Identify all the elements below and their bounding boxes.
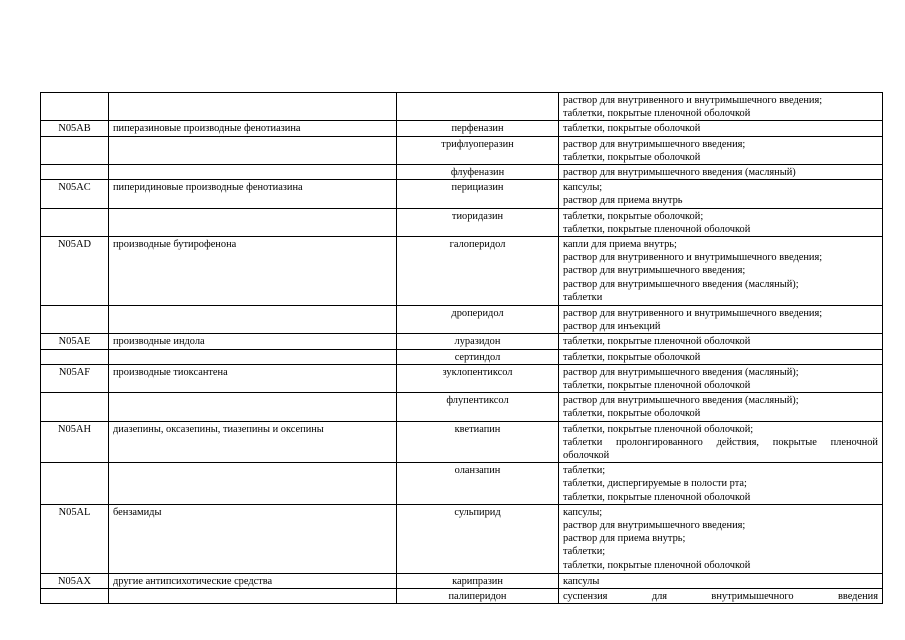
table-row bbox=[41, 180, 883, 208]
dosage-form-line: таблетки, покрытые оболочкой; bbox=[563, 210, 704, 222]
pharmacological-group-cell: производные бутирофенона bbox=[109, 237, 397, 306]
pharmacological-group-cell bbox=[109, 463, 397, 505]
atc-code-cell bbox=[41, 136, 109, 164]
drug-name-cell: палиперидон bbox=[397, 589, 559, 604]
table-row bbox=[41, 573, 883, 588]
table-row bbox=[41, 463, 883, 505]
dosage-form-cell bbox=[559, 421, 883, 463]
drug-name-cell: перфеназин bbox=[397, 121, 559, 136]
dosage-form-cell bbox=[559, 306, 883, 334]
drug-name-cell: оланзапин bbox=[397, 463, 559, 505]
pharmacological-group-cell bbox=[109, 589, 397, 604]
dosage-form-line: раствор для внутривенного и внутримышечного введения; bbox=[563, 95, 823, 106]
dosage-form-line: таблетки, покрытые пленочной оболочкой; bbox=[563, 423, 754, 435]
atc-code-cell: N05AF bbox=[41, 364, 109, 392]
dosage-form-cell bbox=[559, 237, 883, 306]
atc-code-cell: N05AC bbox=[41, 180, 109, 208]
dosage-form-line: раствор для внутримышечного введения (масляный); bbox=[563, 395, 799, 407]
dosage-form-line: раствор для внутривенного и внутримышечного введения; bbox=[563, 252, 823, 264]
table-row bbox=[41, 589, 883, 604]
dosage-form-line: раствор для внутримышечного введения (масляный); bbox=[563, 278, 799, 290]
pharmacological-group-cell: диазепины, оксазепины, тиазепины и оксепины bbox=[109, 421, 397, 463]
dosage-form-line: капсулы; bbox=[563, 182, 603, 194]
drug-name-cell bbox=[397, 93, 559, 121]
dosage-form-line: таблетки, покрытые пленочной оболочкой bbox=[563, 336, 751, 348]
drug-classification-table bbox=[40, 92, 883, 604]
dosage-form-line: раствор для внутримышечного введения (масляный); bbox=[563, 366, 799, 378]
pharmacological-group-cell: производные тиоксантена bbox=[109, 364, 397, 392]
drug-name-cell: флупентиксол bbox=[397, 393, 559, 421]
dosage-form-line: таблетки, покрытые оболочкой bbox=[563, 351, 701, 363]
dosage-form-line: суспензия для внутримышечного введения bbox=[563, 591, 878, 603]
drug-name-cell: луразидон bbox=[397, 334, 559, 349]
pharmacological-group-cell bbox=[109, 136, 397, 164]
table-row bbox=[41, 349, 883, 364]
dosage-form-line: таблетки, покрытые пленочной оболочкой bbox=[563, 491, 751, 503]
dosage-form-cell bbox=[559, 121, 883, 136]
atc-code-cell bbox=[41, 306, 109, 334]
pharmacological-group-cell: пиперазиновые производные фенотиазина bbox=[109, 121, 397, 136]
dosage-form-line: раствор для приема внутрь bbox=[563, 195, 683, 207]
table-body bbox=[41, 93, 883, 604]
dosage-form-line: капсулы; bbox=[563, 506, 603, 518]
dosage-form-cell bbox=[559, 180, 883, 208]
dosage-form-cell bbox=[559, 463, 883, 505]
atc-code-cell bbox=[41, 463, 109, 505]
dosage-form-line: раствор для внутривенного и внутримышечного введения; bbox=[563, 308, 823, 320]
table-row bbox=[41, 334, 883, 349]
atc-code-cell: N05AH bbox=[41, 421, 109, 463]
pharmacological-group-cell bbox=[109, 93, 397, 121]
atc-code-cell bbox=[41, 165, 109, 180]
table-row bbox=[41, 364, 883, 392]
dosage-form-line: таблетки пролонгированного действия, покрытые пленочной оболочкой bbox=[563, 436, 878, 462]
dosage-form-line: таблетки, диспергируемые в полости рта; bbox=[563, 478, 747, 490]
atc-code-cell bbox=[41, 589, 109, 604]
dosage-form-line: таблетки, покрытые оболочкой bbox=[563, 151, 701, 163]
table-row bbox=[41, 208, 883, 236]
atc-code-cell: N05AL bbox=[41, 504, 109, 573]
dosage-form-line: раствор для внутримышечного введения; bbox=[563, 138, 746, 150]
dosage-form-line: таблетки, покрытые пленочной оболочкой bbox=[563, 223, 751, 235]
table-row bbox=[41, 393, 883, 421]
dosage-form-line: таблетки, покрытые пленочной оболочкой bbox=[563, 559, 751, 571]
dosage-form-cell bbox=[559, 349, 883, 364]
pharmacological-group-cell bbox=[109, 349, 397, 364]
pharmacological-group-cell: пиперидиновые производные фенотиазина bbox=[109, 180, 397, 208]
dosage-form-cell bbox=[559, 364, 883, 392]
dosage-form-line: таблетки, покрытые пленочной оболочкой bbox=[563, 380, 751, 392]
dosage-form-line: раствор для приема внутрь; bbox=[563, 533, 686, 545]
dosage-form-cell bbox=[559, 393, 883, 421]
drug-name-cell: флуфеназин bbox=[397, 165, 559, 180]
dosage-form-cell bbox=[559, 93, 883, 121]
atc-code-cell: N05AE bbox=[41, 334, 109, 349]
atc-code-cell bbox=[41, 93, 109, 121]
dosage-form-line: таблетки; bbox=[563, 465, 606, 477]
pharmacological-group-cell: бензамиды bbox=[109, 504, 397, 573]
dosage-form-cell bbox=[559, 165, 883, 180]
drug-name-cell: сульпирид bbox=[397, 504, 559, 573]
pharmacological-group-cell bbox=[109, 306, 397, 334]
dosage-form-cell bbox=[559, 573, 883, 588]
pharmacological-group-cell bbox=[109, 393, 397, 421]
dosage-form-line: раствор для внутримышечного введения; bbox=[563, 520, 746, 532]
drug-name-cell: карипразин bbox=[397, 573, 559, 588]
pharmacological-group-cell: производные индола bbox=[109, 334, 397, 349]
dosage-form-line: таблетки, покрытые пленочной оболочкой bbox=[563, 108, 751, 120]
drug-name-cell: перициазин bbox=[397, 180, 559, 208]
dosage-form-line: таблетки; bbox=[563, 546, 606, 558]
dosage-form-line: капсулы bbox=[563, 575, 600, 587]
drug-name-cell: дроперидол bbox=[397, 306, 559, 334]
table-row bbox=[41, 136, 883, 164]
drug-name-cell: галоперидол bbox=[397, 237, 559, 306]
drug-name-cell: зуклопентиксол bbox=[397, 364, 559, 392]
dosage-form-cell bbox=[559, 136, 883, 164]
atc-code-cell bbox=[41, 349, 109, 364]
dosage-form-line: таблетки, покрытые оболочкой bbox=[563, 408, 701, 420]
drug-name-cell: сертиндол bbox=[397, 349, 559, 364]
atc-code-cell bbox=[41, 208, 109, 236]
table-row bbox=[41, 121, 883, 136]
dosage-form-line: раствор для инъекций bbox=[563, 321, 661, 333]
table-row bbox=[41, 504, 883, 573]
pharmacological-group-cell: другие антипсихотические средства bbox=[109, 573, 397, 588]
dosage-form-line: раствор для внутримышечного введения; bbox=[563, 265, 746, 277]
atc-code-cell bbox=[41, 393, 109, 421]
dosage-form-cell bbox=[559, 504, 883, 573]
dosage-form-cell bbox=[559, 589, 883, 604]
dosage-form-cell bbox=[559, 334, 883, 349]
dosage-form-line: таблетки bbox=[563, 291, 603, 303]
drug-name-cell: кветиапин bbox=[397, 421, 559, 463]
table-row bbox=[41, 165, 883, 180]
pharmacological-group-cell bbox=[109, 165, 397, 180]
atc-code-cell: N05AX bbox=[41, 573, 109, 588]
table-row bbox=[41, 93, 883, 121]
atc-code-cell: N05AB bbox=[41, 121, 109, 136]
table-row bbox=[41, 421, 883, 463]
drug-name-cell: трифлуоперазин bbox=[397, 136, 559, 164]
table-row bbox=[41, 237, 883, 306]
dosage-form-line: капли для приема внутрь; bbox=[563, 239, 677, 251]
atc-code-cell: N05AD bbox=[41, 237, 109, 306]
drug-name-cell: тиоридазин bbox=[397, 208, 559, 236]
pharmacological-group-cell bbox=[109, 208, 397, 236]
table-row bbox=[41, 306, 883, 334]
dosage-form-line: раствор для внутримышечного введения (масляный) bbox=[563, 167, 796, 179]
dosage-form-cell bbox=[559, 208, 883, 236]
dosage-form-line: таблетки, покрытые оболочкой bbox=[563, 123, 701, 135]
